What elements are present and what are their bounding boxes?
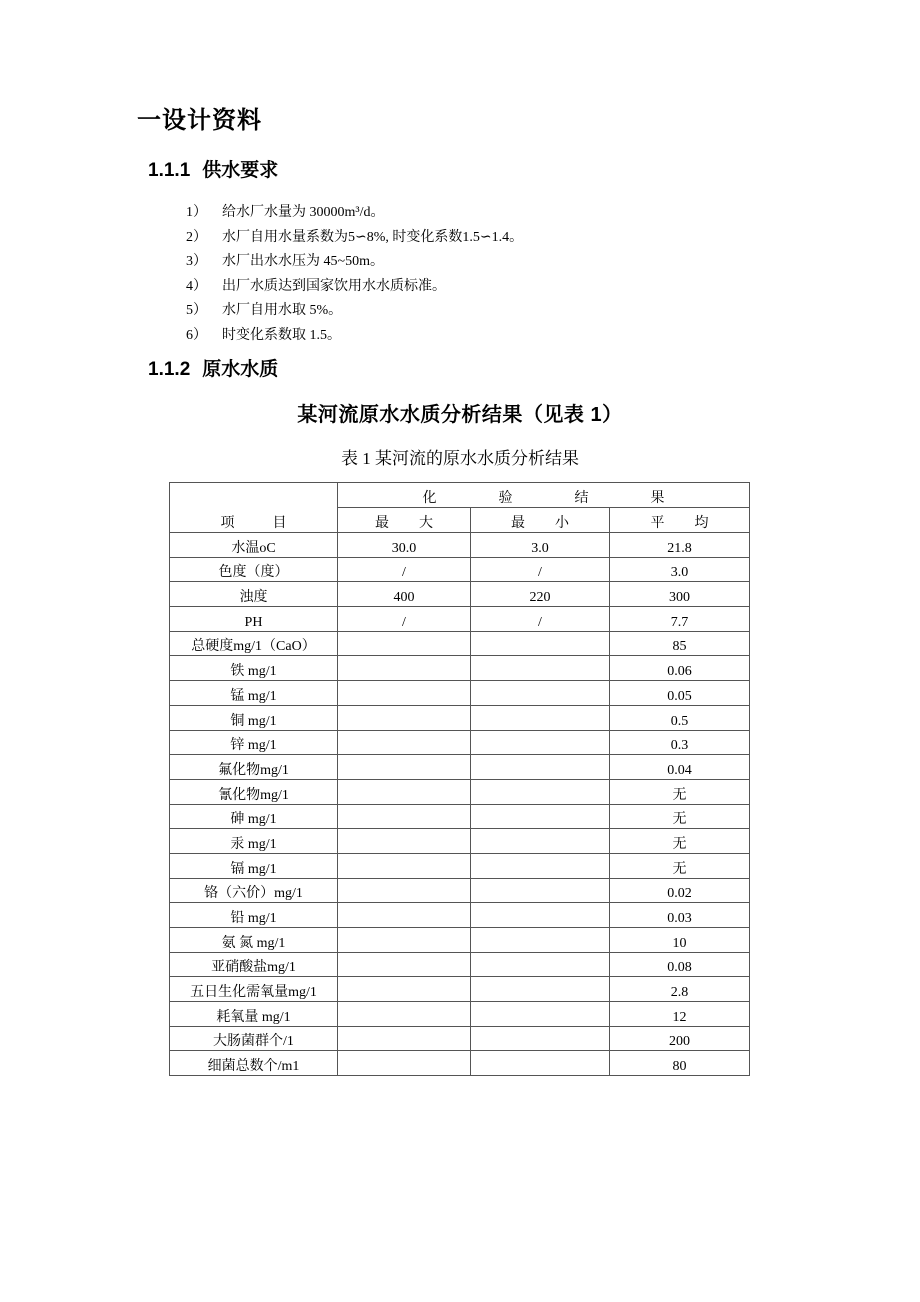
cell-max bbox=[338, 804, 471, 829]
cell-min bbox=[471, 853, 610, 878]
requirement-text: 水厂自用水量系数为5∽8%, 时变化系数1.5∽1.4。 bbox=[222, 229, 524, 245]
requirement-index: 1） bbox=[186, 205, 207, 220]
cell-min bbox=[471, 681, 610, 706]
cell-max bbox=[338, 656, 471, 681]
requirement-item bbox=[186, 299, 523, 324]
cell-max bbox=[338, 631, 471, 656]
cell-item: 氟化物mg/1 bbox=[170, 755, 338, 780]
table-row bbox=[170, 779, 750, 804]
cell-item: 总硬度mg/1（CaO） bbox=[170, 631, 338, 656]
cell-avg: 300 bbox=[610, 582, 750, 607]
cell-min: 220 bbox=[471, 582, 610, 607]
cell-max: / bbox=[338, 557, 471, 582]
cell-item: 铅 mg/1 bbox=[170, 903, 338, 928]
water-quality-table bbox=[169, 482, 750, 1076]
table-caption: 表 1 某河流的原水水质分析结果 bbox=[341, 449, 579, 468]
table-header-row bbox=[170, 483, 750, 508]
cell-max bbox=[338, 1026, 471, 1051]
cell-item: 水温oC bbox=[170, 533, 338, 558]
requirement-text: 给水厂水量为 30000m³/d。 bbox=[222, 205, 385, 220]
cell-min bbox=[471, 779, 610, 804]
table-row bbox=[170, 755, 750, 780]
cell-avg: 85 bbox=[610, 631, 750, 656]
table-row bbox=[170, 1051, 750, 1076]
cell-min bbox=[471, 1002, 610, 1027]
section-title: 原水水质 bbox=[202, 359, 279, 380]
table-row bbox=[170, 853, 750, 878]
requirement-index: 4） bbox=[186, 278, 207, 294]
table-row bbox=[170, 557, 750, 582]
cell-max bbox=[338, 730, 471, 755]
cell-avg: 80 bbox=[610, 1051, 750, 1076]
requirement-item bbox=[186, 226, 523, 251]
cell-max bbox=[338, 928, 471, 953]
table-row bbox=[170, 878, 750, 903]
header-item: 项目 bbox=[170, 483, 338, 533]
cell-max bbox=[338, 853, 471, 878]
table-row bbox=[170, 681, 750, 706]
cell-min bbox=[471, 928, 610, 953]
section-title: 供水要求 bbox=[202, 160, 279, 181]
requirement-index: 2） bbox=[186, 229, 207, 245]
section-heading-supply bbox=[148, 155, 278, 182]
section-heading-raw-water bbox=[148, 354, 278, 381]
table-row bbox=[170, 533, 750, 558]
cell-item: 镉 mg/1 bbox=[170, 853, 338, 878]
cell-min bbox=[471, 804, 610, 829]
header-max: 最大 bbox=[338, 508, 471, 533]
cell-max: 400 bbox=[338, 582, 471, 607]
table-row bbox=[170, 804, 750, 829]
cell-avg: 12 bbox=[610, 1002, 750, 1027]
cell-item: 铬（六价）mg/1 bbox=[170, 878, 338, 903]
cell-avg: 0.08 bbox=[610, 952, 750, 977]
analysis-title: 某河流原水水质分析结果（见表 1） bbox=[297, 404, 623, 426]
requirements-list bbox=[186, 201, 523, 349]
cell-min: / bbox=[471, 607, 610, 632]
cell-item: 铁 mg/1 bbox=[170, 656, 338, 681]
table-row bbox=[170, 952, 750, 977]
cell-avg: 无 bbox=[610, 804, 750, 829]
cell-max: 30.0 bbox=[338, 533, 471, 558]
cell-min bbox=[471, 1026, 610, 1051]
cell-item: 砷 mg/1 bbox=[170, 804, 338, 829]
cell-min bbox=[471, 829, 610, 854]
cell-item: 锌 mg/1 bbox=[170, 730, 338, 755]
requirement-index: 5） bbox=[186, 303, 207, 319]
cell-min: / bbox=[471, 557, 610, 582]
table-row bbox=[170, 730, 750, 755]
table-row bbox=[170, 903, 750, 928]
cell-max bbox=[338, 1002, 471, 1027]
cell-min bbox=[471, 755, 610, 780]
requirement-text: 时变化系数取 1.5。 bbox=[222, 327, 341, 343]
cell-avg: 无 bbox=[610, 853, 750, 878]
cell-item: PH bbox=[170, 607, 338, 632]
cell-item: 氰化物mg/1 bbox=[170, 779, 338, 804]
cell-item: 氨 氮 mg/1 bbox=[170, 928, 338, 953]
requirement-text: 出厂水质达到国家饮用水水质标准。 bbox=[222, 278, 446, 294]
document-heading: 一设计资料 bbox=[137, 107, 262, 134]
cell-max bbox=[338, 903, 471, 928]
cell-min bbox=[471, 977, 610, 1002]
requirement-index: 6） bbox=[186, 327, 207, 343]
cell-max bbox=[338, 681, 471, 706]
header-avg: 平均 bbox=[610, 508, 750, 533]
requirement-text: 水厂自用水取 5%。 bbox=[222, 303, 343, 319]
cell-avg: 0.05 bbox=[610, 681, 750, 706]
table-row bbox=[170, 829, 750, 854]
cell-item: 细菌总数个/m1 bbox=[170, 1051, 338, 1076]
cell-min bbox=[471, 952, 610, 977]
cell-max bbox=[338, 779, 471, 804]
cell-avg: 0.3 bbox=[610, 730, 750, 755]
cell-min bbox=[471, 878, 610, 903]
cell-max bbox=[338, 705, 471, 730]
cell-max bbox=[338, 829, 471, 854]
table-row bbox=[170, 656, 750, 681]
requirement-text: 水厂出水水压为 45~50m。 bbox=[222, 254, 384, 270]
header-group-results: 化验结果 bbox=[338, 483, 750, 508]
table-row bbox=[170, 607, 750, 632]
cell-avg: 0.02 bbox=[610, 878, 750, 903]
cell-avg: 无 bbox=[610, 779, 750, 804]
cell-min bbox=[471, 705, 610, 730]
cell-avg: 0.04 bbox=[610, 755, 750, 780]
requirement-index: 3） bbox=[186, 254, 207, 270]
cell-avg: 0.06 bbox=[610, 656, 750, 681]
cell-avg: 10 bbox=[610, 928, 750, 953]
cell-item: 亚硝酸盐mg/1 bbox=[170, 952, 338, 977]
section-number: 1.1.2 bbox=[148, 359, 191, 380]
table-row bbox=[170, 1026, 750, 1051]
cell-min bbox=[471, 730, 610, 755]
cell-item: 色度（度） bbox=[170, 557, 338, 582]
table-row bbox=[170, 582, 750, 607]
cell-min: 3.0 bbox=[471, 533, 610, 558]
cell-avg: 21.8 bbox=[610, 533, 750, 558]
cell-avg: 7.7 bbox=[610, 607, 750, 632]
cell-item: 汞 mg/1 bbox=[170, 829, 338, 854]
table-row bbox=[170, 928, 750, 953]
table-row bbox=[170, 1002, 750, 1027]
header-min: 最小 bbox=[471, 508, 610, 533]
section-number: 1.1.1 bbox=[148, 160, 191, 181]
requirement-item bbox=[186, 250, 523, 275]
cell-item: 锰 mg/1 bbox=[170, 681, 338, 706]
cell-avg: 0.03 bbox=[610, 903, 750, 928]
requirement-item bbox=[186, 275, 523, 300]
cell-max bbox=[338, 977, 471, 1002]
table-row bbox=[170, 631, 750, 656]
cell-item: 五日生化需氧量mg/1 bbox=[170, 977, 338, 1002]
cell-min bbox=[471, 1051, 610, 1076]
cell-item: 耗氧量 mg/1 bbox=[170, 1002, 338, 1027]
cell-max: / bbox=[338, 607, 471, 632]
cell-max bbox=[338, 952, 471, 977]
cell-max bbox=[338, 755, 471, 780]
cell-avg: 无 bbox=[610, 829, 750, 854]
cell-avg: 200 bbox=[610, 1026, 750, 1051]
table-row bbox=[170, 977, 750, 1002]
cell-item: 浊度 bbox=[170, 582, 338, 607]
cell-max bbox=[338, 1051, 471, 1076]
cell-min bbox=[471, 631, 610, 656]
cell-avg: 2.8 bbox=[610, 977, 750, 1002]
cell-min bbox=[471, 903, 610, 928]
cell-max bbox=[338, 878, 471, 903]
cell-item: 铜 mg/1 bbox=[170, 705, 338, 730]
cell-item: 大肠菌群个/1 bbox=[170, 1026, 338, 1051]
cell-avg: 0.5 bbox=[610, 705, 750, 730]
requirement-item bbox=[186, 201, 523, 226]
cell-min bbox=[471, 656, 610, 681]
requirement-item bbox=[186, 324, 523, 349]
table-row bbox=[170, 705, 750, 730]
cell-avg: 3.0 bbox=[610, 557, 750, 582]
